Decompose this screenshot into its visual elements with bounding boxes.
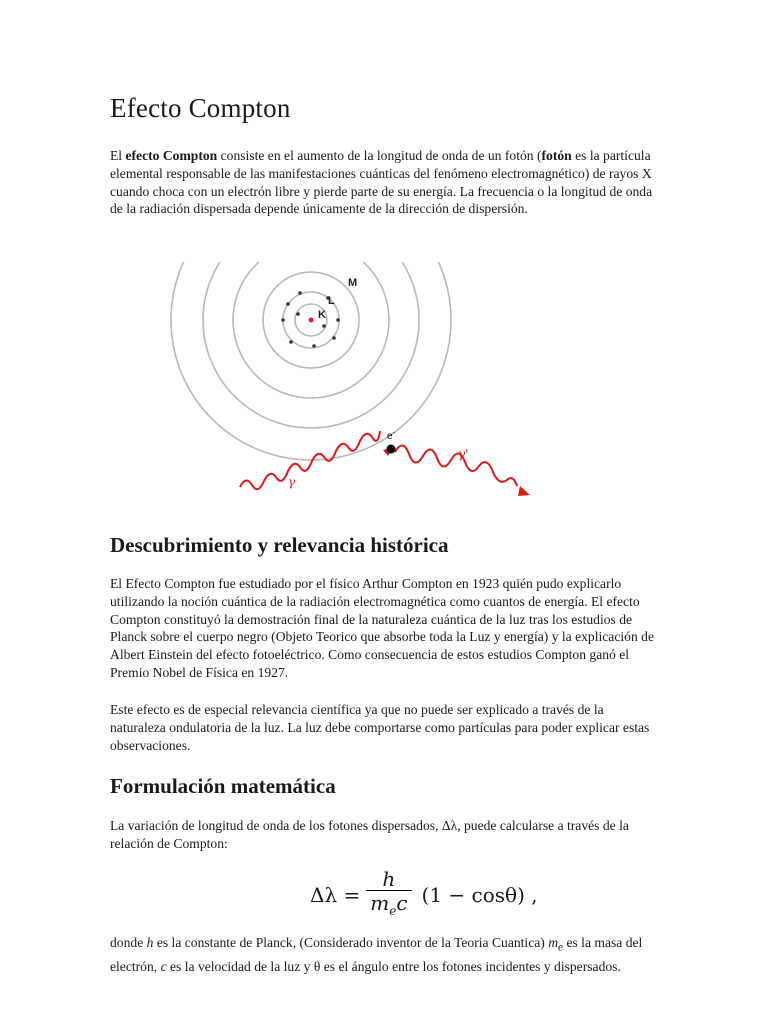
section-heading-formulation: Formulación matemática xyxy=(110,774,336,798)
formula-numerator: h xyxy=(382,867,396,891)
delta-lambda-symbol: Δλ xyxy=(441,818,458,833)
nucleus xyxy=(309,318,314,323)
formulation-paragraph-2 xyxy=(110,934,660,975)
orbit-shells xyxy=(171,262,451,460)
formulation2-text-a: donde xyxy=(110,935,147,950)
scattered-photon-arrowhead xyxy=(518,486,530,496)
section-heading-discovery: Descubrimiento y relevancia histórica xyxy=(110,533,449,557)
formulation-text-a: La variación de longitud de onda de los fotones dispersados, xyxy=(110,818,442,833)
electron-dot xyxy=(298,291,302,295)
electron-dot xyxy=(312,344,316,348)
var-me xyxy=(548,935,564,954)
formulation2-text-d: es la velocidad de la luz y θ es el ángulo entre los fotones incidentes y dispersados. xyxy=(166,958,621,974)
electron-label-sup: - xyxy=(392,430,395,437)
intro-bold-term-1: efecto Compton xyxy=(125,148,218,163)
formula-den-c: c xyxy=(396,891,408,915)
discovery-paragraph-1: El Efecto Compton fue estudiado por el físico Arthur Compton en 1923 quién pudo explicarlo utilizando la noción cuántica de la radiación electromagnética como cuantos de energía. El efecto Compton constituyó la demostración final de la naturaleza cuántica de la luz tras los estudios de Planck sobre el cuerpo negro (Objeto Teorico que absorbe toda la Luz y energía) y la explicación de Albert Einstein del efecto fotoeléctrico. Como consecuencia de estos estudios Compton ganó el Premio Nobel de Física en 1927. xyxy=(110,576,654,680)
scattered-photon-wave xyxy=(395,445,517,486)
intro-bold-term-2: fotón xyxy=(541,148,572,163)
var-me-sub: e xyxy=(558,941,564,954)
var-me-m: m xyxy=(548,935,559,950)
formulation2-text-c: es la masa del electrón, xyxy=(110,935,643,974)
electron-label-e: e xyxy=(387,431,393,442)
electron-dot xyxy=(286,302,290,306)
electron-dot xyxy=(289,340,293,344)
shell-4 xyxy=(233,262,389,398)
var-h: h xyxy=(146,935,154,950)
formula-den-sub: e xyxy=(389,904,397,918)
electron-dot xyxy=(322,324,326,328)
intro-text-1: El xyxy=(110,148,126,163)
electron-dot xyxy=(336,318,340,322)
discovery-paragraph-2: Este efecto es de especial relevancia científica ya que no puede ser explicado a través de la naturaleza ondulatoria de la luz. La luz debe comportarse como partículas para poder explicar estas observaciones. xyxy=(110,702,650,753)
formulation-text-b: , puede calcularse a través de la relación de Compton: xyxy=(110,818,629,851)
intro-text-2: consiste en el aumento de la longitud de onda de un fotón ( xyxy=(217,148,542,163)
intro-text-3: es la partícula elemental responsable de las manifestaciones cuánticas del fenómeno electromagnético) de rayos X cuando choca con un electrón libre y pierde parte de su energía. La frecuencia o la longitud de onda de la radiación dispersada depende únicamente de la dirección de dispersión. xyxy=(110,148,653,217)
incident-gamma-label: γ xyxy=(288,475,296,489)
page-title: Efecto Compton xyxy=(110,93,291,123)
intro-paragraph xyxy=(110,147,660,218)
shell-label-l: L xyxy=(328,295,335,307)
compton-formula xyxy=(310,868,538,922)
electron-dot xyxy=(281,318,285,322)
shell-label-k: K xyxy=(318,309,326,321)
electron-label xyxy=(387,430,396,442)
scattered-gamma-label: γ' xyxy=(458,447,469,461)
formula-denominator xyxy=(366,890,411,922)
formula-fraction xyxy=(366,868,411,922)
formulation-paragraph-1 xyxy=(110,817,660,853)
shell-5 xyxy=(203,262,419,428)
formula-rhs: (1 − cosθ) , xyxy=(421,883,538,907)
formula-den-m: m xyxy=(370,891,390,915)
formula-lhs: Δλ = xyxy=(310,883,361,907)
compton-diagram xyxy=(128,262,548,512)
electron-dot xyxy=(296,312,300,316)
var-c: c xyxy=(160,958,167,974)
free-electron xyxy=(387,445,396,454)
electron-dot xyxy=(332,336,336,340)
shell-label-m: M xyxy=(348,277,358,289)
formulation2-text-b: es la constante de Planck, (Considerado inventor de la Teoria Cuantica) xyxy=(153,935,549,950)
